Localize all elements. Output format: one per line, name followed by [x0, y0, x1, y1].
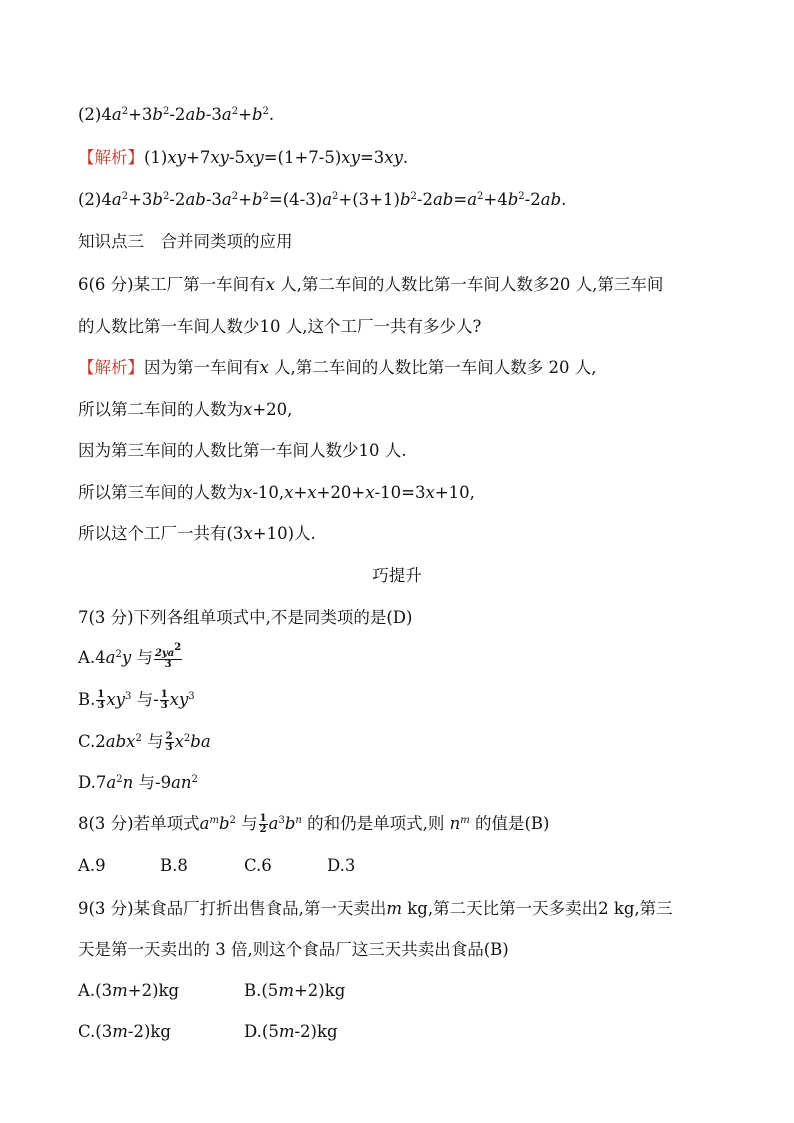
- question-8-option-c: C.6: [244, 856, 272, 875]
- fraction: $\frac{1}{3}$: [160, 689, 168, 711]
- question-8-option-a: A.9: [78, 856, 106, 875]
- solution-tag: 【解析】: [78, 358, 144, 377]
- solution-6-line-2: 所以第二车间的人数为x+20,: [78, 400, 293, 419]
- question-7-option-b: B. $\frac{1}{3}$ $xy^3$ 与- $\frac{1}{3}$ $xy^3$: [78, 689, 195, 711]
- question-7-option-d: $D.7a^2n$ 与$-9an^2$: [78, 773, 198, 792]
- question-8-option-b: B.8: [160, 856, 188, 875]
- section-title: 巧提升: [372, 566, 422, 585]
- solution-6-line-4: 所以第三车间的人数为x-10,x+x+20+x-10=3x+10,: [78, 483, 475, 502]
- question-9-option-c: C.(3m-2)kg: [78, 1022, 171, 1041]
- fraction: $\frac{2ya^2}{3}$: [154, 641, 182, 670]
- fraction: $\frac{1}{3}$: [97, 689, 105, 711]
- answer-line-expression-2: $(2)4a^2+3b^2-2ab-3a^2+b^2$.: [78, 105, 275, 124]
- solution-line-2: $(2)4a^2+3b^2-2ab-3a^2+b^2=(4-3)a^2+(3+1)b^2-2ab=a^2+4b^2-2ab$.: [78, 190, 567, 209]
- question-9-line-1: 9(3 分)某食品厂打折出售食品,第一天卖出m kg,第二天比第一天多卖出2 kg,第三: [78, 899, 673, 918]
- question-9-line-2: 天是第一天卖出的 3 倍,则这个食品厂这三天共卖出食品(B): [78, 940, 509, 959]
- solution-6-line-3: 因为第三车间的人数比第一车间人数少10 人.: [78, 441, 407, 460]
- question-7-option-c: C.2abx$^2$ 与 $\frac{2}{3}$ $x^2ba$: [78, 731, 211, 753]
- solution-6-line-5: 所以这个工厂一共有(3x+10)人.: [78, 524, 316, 543]
- solution-line-1: 【解析】(1)xy+7xy-5xy=(1+7-5)xy=3xy.: [78, 148, 409, 167]
- solution-6-line-1: 【解析】因为第一车间有x 人,第二车间的人数比第一车间人数多 20 人,: [78, 358, 597, 377]
- fraction: $\frac{2}{3}$: [165, 731, 173, 753]
- question-6-line-1: 6(6 分)某工厂第一车间有x 人,第二车间的人数比第一车间人数多20 人,第三车间: [78, 275, 664, 294]
- solution-tag: 【解析】: [78, 148, 144, 167]
- question-9-option-b: B.(5m+2)kg: [244, 981, 346, 1000]
- question-8: 8(3 分)若单项式$a^mb^2$ 与 $\frac{1}{2}$ $a^3b^n$ 的和仍是单项式,则 $n^m$ 的值是(B): [78, 813, 550, 835]
- question-7-option-a: $A.4a^2y$ 与 $\frac{2ya^2}{3}$: [78, 641, 182, 670]
- fraction: $\frac{1}{2}$: [259, 813, 267, 835]
- question-8-option-d: D.3: [327, 856, 356, 875]
- question-9-option-d: D.(5m-2)kg: [244, 1022, 338, 1041]
- knowledge-point-heading: 知识点三 合并同类项的应用: [78, 232, 293, 251]
- question-9-option-a: A.(3m+2)kg: [78, 981, 180, 1000]
- question-7: 7(3 分)下列各组单项式中,不是同类项的是(D): [78, 608, 413, 627]
- question-6-line-2: 的人数比第一车间人数少10 人,这个工厂一共有多少人?: [78, 317, 482, 336]
